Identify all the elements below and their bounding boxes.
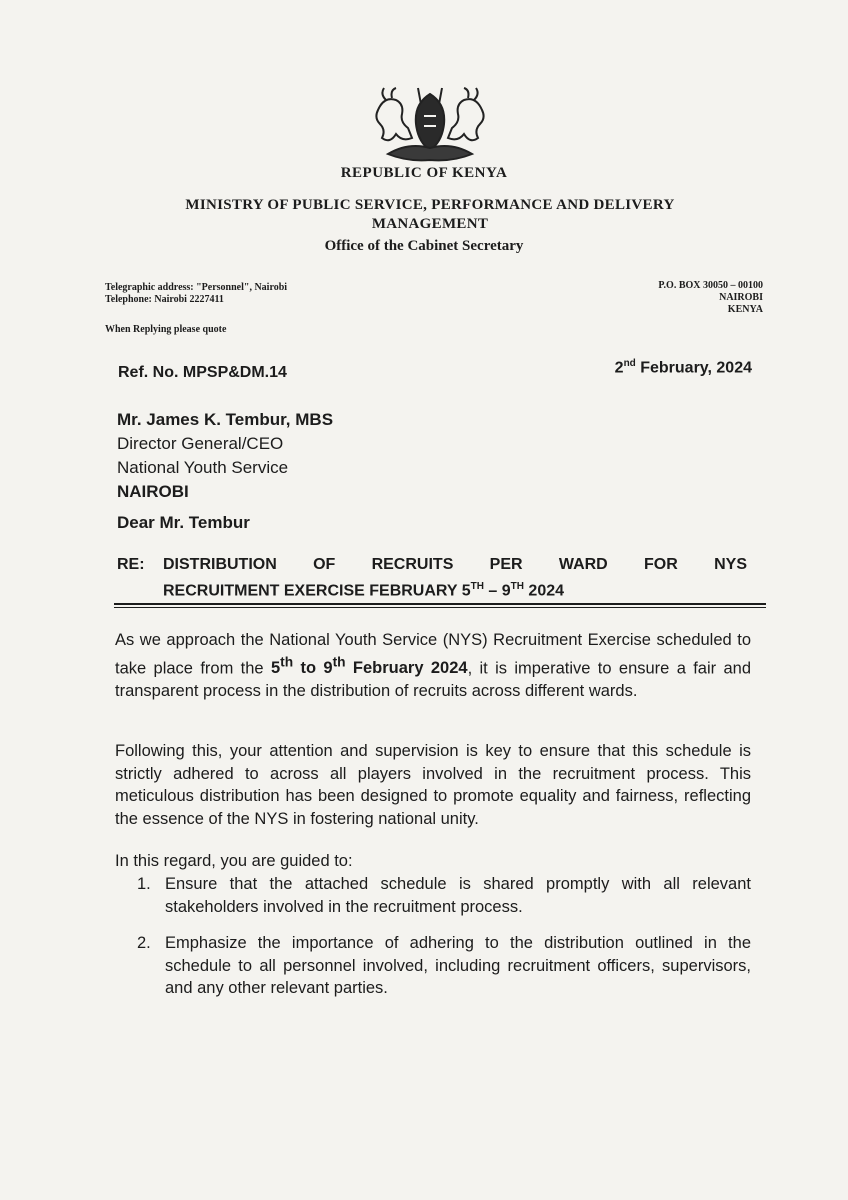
paragraph-2: Following this, your attention and supervision is key to ensure that this schedule is strictly adhered to across all players involved in the recruitment process. This meticulous distribution has been designed to promote equality and fairness, reflecting the essence of the NYS in fostering national unity. xyxy=(115,742,751,828)
subject-text-c: 2024 xyxy=(523,582,565,600)
addressee-block xyxy=(117,408,333,504)
postal-address xyxy=(658,280,763,316)
para1-day-start: 5 xyxy=(270,659,281,677)
city: NAIROBI xyxy=(719,292,763,303)
letter-date xyxy=(615,358,752,377)
coat-of-arms-icon xyxy=(366,80,494,170)
addressee-city: NAIROBI xyxy=(117,482,189,501)
addressee-title: Director General/CEO xyxy=(117,434,284,453)
date-day: 2 xyxy=(614,359,624,377)
reference-number: Ref. No. MPSP&DM.14 xyxy=(118,364,287,381)
subject-rule-thin xyxy=(114,607,766,608)
paragraph-3: In this regard, you are guided to: xyxy=(115,852,353,870)
para1-sup-2: th xyxy=(332,654,346,670)
subject-sup-1: TH xyxy=(470,581,484,592)
list-text: Ensure that the attached schedule is shared promptly with all relevant stakeholders involved in the recruitment process. xyxy=(165,875,751,916)
country: KENYA xyxy=(727,304,763,315)
telephone: Telephone: Nairobi 2227411 xyxy=(105,294,224,305)
date-rest: February, 2024 xyxy=(635,359,752,377)
subject-re: RE: xyxy=(117,556,145,573)
para1-text-c: , it is imperative to ensure a fair and transparent process in the distribution of recruits across different wards. xyxy=(115,659,752,700)
addressee-org: National Youth Service xyxy=(117,458,289,477)
po-box: P.O. BOX 30050 – 00100 xyxy=(658,280,763,291)
paragraph-1 xyxy=(115,629,751,702)
para1-day-end: to 9 xyxy=(293,659,333,677)
telegraphic-address: Telegraphic address: "Personnel", Nairobi xyxy=(105,282,288,293)
para1-dates xyxy=(270,654,468,677)
para1-month-year: February 2024 xyxy=(345,659,468,677)
list-text: Emphasize the importance of adhering to the distribution outlined in the schedule to all personnel involved, including recruitment officers, supervisors, and any other relevant parties. xyxy=(165,934,751,997)
contact-block xyxy=(105,282,287,306)
subject-line-2 xyxy=(163,576,564,602)
office-heading: Office of the Cabinet Secretary xyxy=(324,238,524,254)
addressee-name: Mr. James K. Tembur, MBS xyxy=(117,410,334,429)
subject-text-b: – 9 xyxy=(483,582,511,600)
date-suffix: nd xyxy=(623,358,636,369)
list-number: 1. xyxy=(137,875,151,893)
ministry-heading: MINISTRY OF PUBLIC SERVICE, PERFORMANCE AND DELIVERY MANAGEMENT xyxy=(185,197,675,232)
subject-sup-2: TH xyxy=(510,581,524,592)
replying-note: When Replying please quote xyxy=(105,324,227,335)
subject-line-1: DISTRIBUTION OF RECRUITS PER WARD FOR NYS xyxy=(163,556,747,573)
list-number: 2. xyxy=(137,934,151,952)
republic-heading: REPUBLIC OF KENYA xyxy=(340,165,508,181)
para1-sup-1: th xyxy=(280,654,294,670)
para1-text-a: As we approach the National Youth Service (NYS) Recruitment Exercise scheduled to take place from the xyxy=(115,631,751,677)
salutation: Dear Mr. Tembur xyxy=(117,513,250,532)
subject-rule xyxy=(114,603,766,605)
subject-text-a: RECRUITMENT EXERCISE FEBRUARY 5 xyxy=(163,582,471,600)
